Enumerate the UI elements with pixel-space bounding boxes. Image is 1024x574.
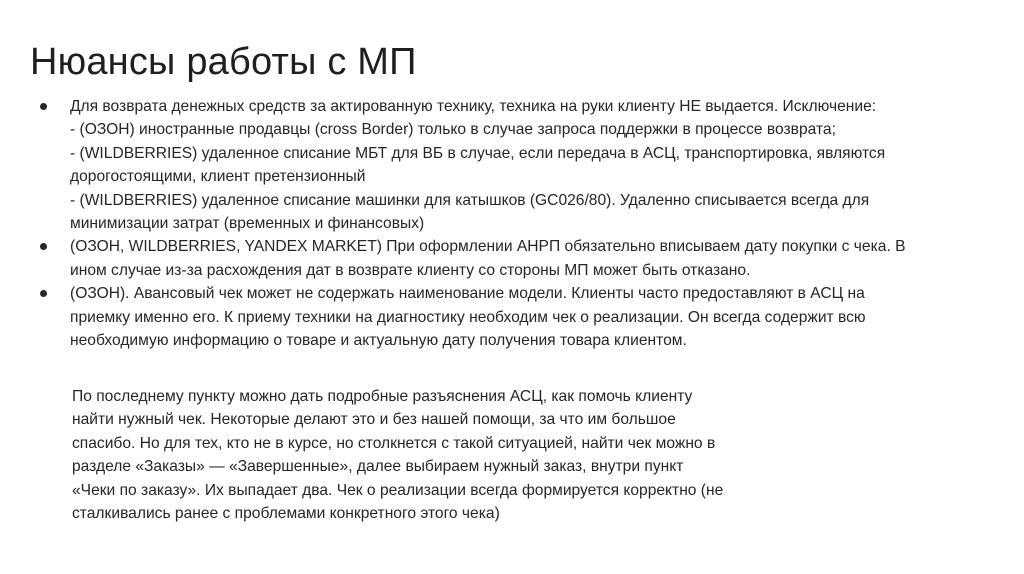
- bullet-dot-icon: [40, 290, 47, 297]
- page-title: Нюансы работы с МП: [30, 41, 417, 84]
- bullet-text-line: минимизации затрат (временных и финансовых): [70, 215, 425, 233]
- bullet-text-line: Для возврата денежных средств за актированную технику, техника на руки клиенту НЕ выдается. Исключение:: [70, 98, 877, 115]
- note-text-line: сталкивались ранее с проблемами конкретного этого чека): [72, 505, 500, 523]
- bullet-item: [38, 235, 998, 282]
- bullet-text-line: - (WILDBERRIES) удаленное списание машинки для катышков (GC026/80). Удаленно списывается всегда для: [70, 191, 870, 209]
- note-text-line: найти нужный чек. Некоторые делают это и без нашей помощи, за что им большое: [72, 411, 676, 429]
- note-text-line: По последнему пункту можно дать подробные разъяснения АСЦ, как помочь клиенту: [72, 388, 693, 405]
- bullet-dot-icon: [40, 103, 47, 110]
- bullet-text-line: (ОЗОН, WILDBERRIES, YANDEX MARKET) При оформлении АНРП обязательно вписываем дату покупки с чека. В: [70, 238, 906, 256]
- note-text-line: спасибо. Но для тех, кто не в курсе, но столкнется с такой ситуацией, найти чек можно в: [72, 434, 716, 452]
- bullet-text-line: - (WILDBERRIES) удаленное списание МБТ для ВБ в случае, если передача в АСЦ, транспортировка, являются: [70, 144, 886, 162]
- bullet-text-line: необходимую информацию о товаре и актуальную дату получения товара клиентом.: [70, 332, 687, 350]
- bullet-item: [38, 95, 998, 235]
- bullet-item: [38, 282, 998, 352]
- note-text-line: «Чеки по заказу». Их выпадает два. Чек о реализации всегда формируется корректно (не: [72, 481, 724, 499]
- bullet-list: [38, 95, 998, 352]
- bullet-text-line: - (ОЗОН) иностранные продавцы (cross Border) только в случае запроса поддержки в процессе возврата;: [70, 121, 836, 139]
- note-text-line: разделе «Заказы» — «Завершенные», далее выбираем нужный заказ, внутри пункт: [72, 458, 684, 476]
- bullet-text-line: дорогостоящими, клиент претензионный: [70, 168, 366, 186]
- bullet-text-line: (ОЗОН). Авансовый чек может не содержать наименование модели. Клиенты часто предоставляют в АСЦ на: [70, 285, 865, 303]
- bullet-dot-icon: [40, 243, 47, 250]
- bullet-text-line: ином случае из-за расхождения дат в возврате клиенту со стороны МП может быть отказано.: [70, 261, 751, 279]
- bullet-text-line: приемку именно его. К приему техники на диагностику необходим чек о реализации. Он всегда содержит всю: [70, 308, 866, 326]
- note-paragraph: [72, 385, 972, 525]
